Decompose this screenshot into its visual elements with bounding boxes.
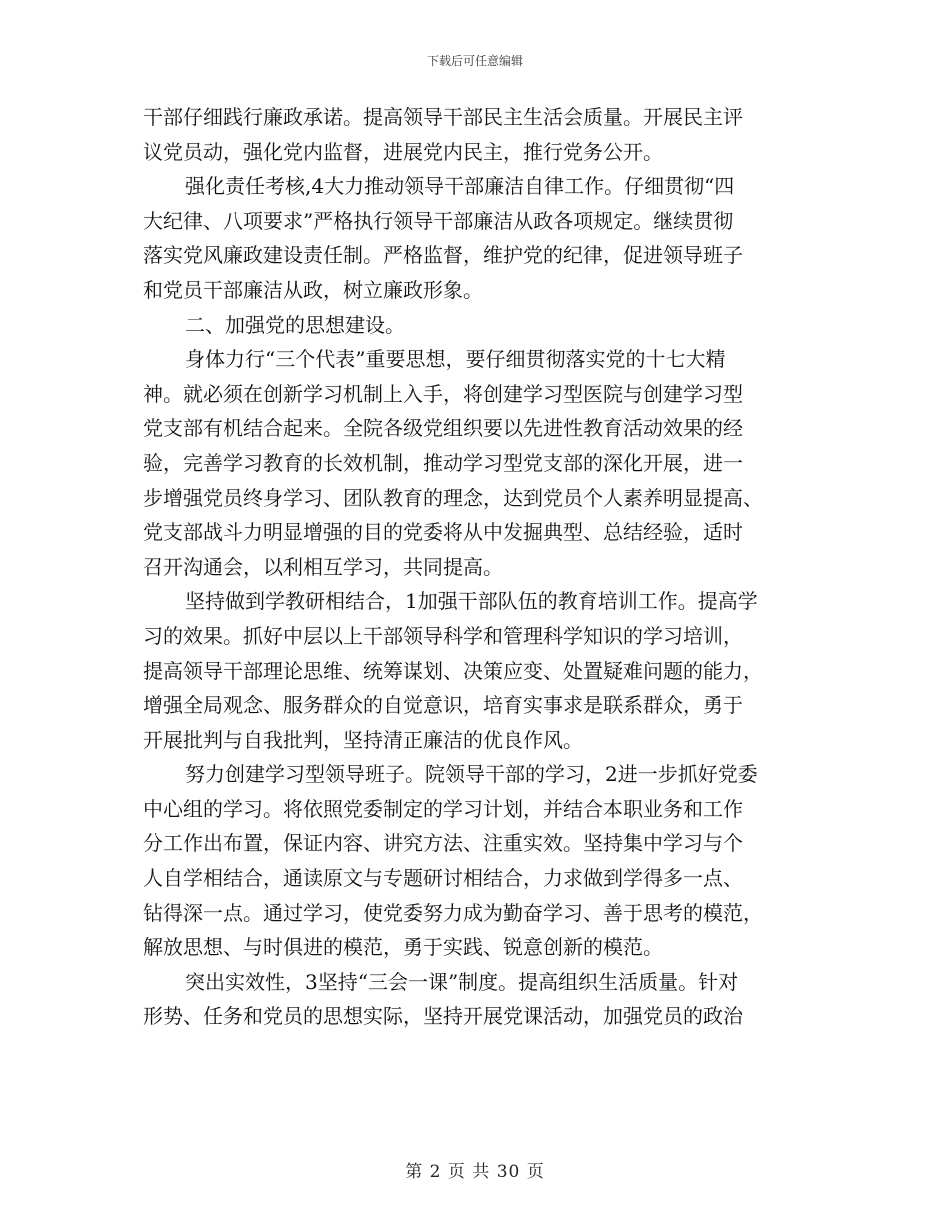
text-line: 分工作出布置，保证内容、讲究方法、注重实效。坚持集中学习与个 <box>143 831 743 856</box>
text-line: 党支部战斗力明显增强的目的党委将从中发掘典型、总结经验，适时 <box>143 520 743 545</box>
text-line: 落实党风廉政建设责任制。严格监督，维护党的纪律，促进领导班子 <box>143 243 743 268</box>
text-line: 召开沟通会，以利相互学习，共同提高。 <box>143 554 503 579</box>
text-line: 人自学相结合，通读原文与专题研讨相结合，力求做到学得多一点、 <box>143 866 743 891</box>
text-line: 增强全局观念、服务群众的自觉意识，培育实事求是联系群众，勇于 <box>143 693 743 718</box>
text-line: 身体力行“三个代表”重要思想，要仔细贯彻落实党的十七大精 <box>185 347 726 372</box>
text-line: 钻得深一点。通过学习，使党委努力成为勤奋学习、善于思考的模范， <box>143 900 763 925</box>
text-line: 党支部有机结合起来。全院各级党组织要以先进性教育活动效果的经 <box>143 416 743 441</box>
text-line: 和党员干部廉洁从政，树立廉政形象。 <box>143 277 483 302</box>
text-line: 形势、任务和党员的思想实际，坚持开展党课活动，加强党员的政治 <box>143 1004 743 1029</box>
text-line: 提高领导干部理论思维、统筹谋划、决策应变、处置疑难问题的能力， <box>143 658 763 683</box>
text-line: 步增强党员终身学习、团队教育的理念，达到党员个人素养明显提高、 <box>143 485 763 510</box>
text-line: 习的效果。抓好中层以上干部领导科学和管理科学知识的学习培训， <box>143 623 743 648</box>
text-line: 突出实效性，3坚持“三会一课”制度。提高组织生活质量。针对 <box>185 969 739 994</box>
text-line: 努力创建学习型领导班子。院领导干部的学习，2进一步抓好党委 <box>185 762 758 787</box>
text-line: 坚持做到学教研相结合，1加强干部队伍的教育培训工作。提高学 <box>185 589 758 614</box>
text-line: 强化责任考核,4大力推动领导干部廉洁自律工作。仔细贯彻“四 <box>185 174 735 199</box>
text-line: 干部仔细践行廉政承诺。提高领导干部民主生活会质量。开展民主评 <box>143 105 743 129</box>
text-line: 验，完善学习教育的长效机制，推动学习型党支部的深化开展，进一 <box>143 450 743 475</box>
text-line: 二、加强党的思想建设。 <box>185 312 405 337</box>
page-header: 下载后可任意编辑 <box>426 54 523 68</box>
text-line: 议党员动，强化党内监督，进展党内民主，推行党务公开。 <box>143 139 663 164</box>
text-line: 大纪律、八项要求”严格执行领导干部廉洁从政各项规定。继续贯彻 <box>143 208 734 233</box>
text-line: 神。就必须在创新学习机制上入手，将创建学习型医院与创建学习型 <box>143 381 743 406</box>
text-line: 解放思想、与时俱进的模范，勇于实践、锐意创新的模范。 <box>143 935 663 960</box>
page-footer: 第 2 页 共 30 页 <box>405 1162 545 1182</box>
document-body <box>143 100 809 1034</box>
text-line: 中心组的学习。将依照党委制定的学习计划，并结合本职业务和工作 <box>143 796 743 821</box>
text-line: 开展批判与自我批判，坚持清正廉洁的优良作风。 <box>143 727 583 752</box>
